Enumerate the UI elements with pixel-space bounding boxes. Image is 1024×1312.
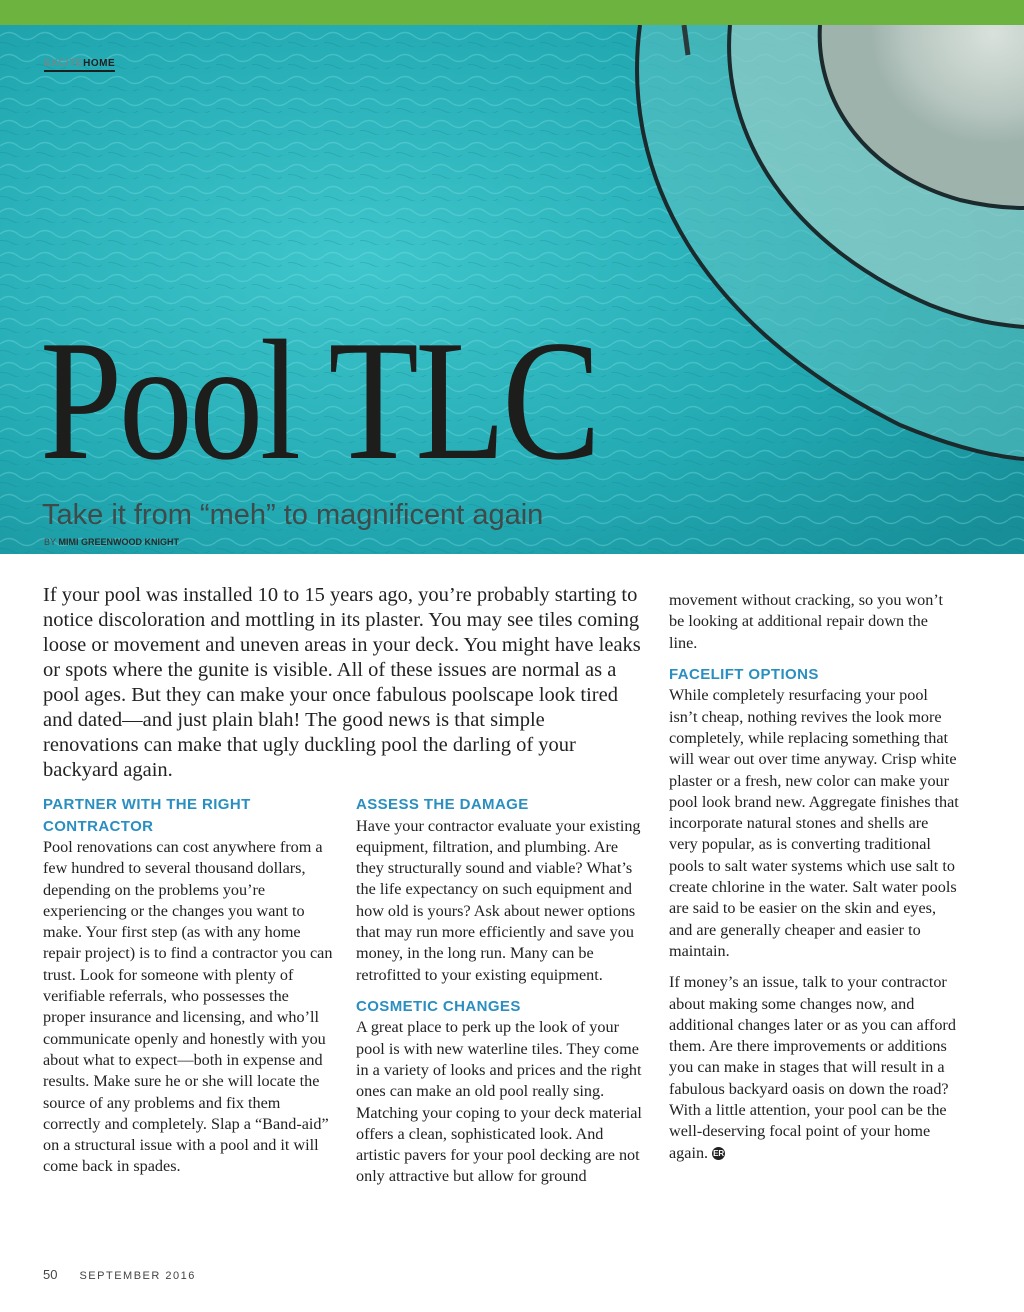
kicker-excite: EXCITE: [44, 58, 84, 69]
body-cosmetic-continued: movement without cracking, so you won’t be looking at additional repair down the line.: [669, 591, 943, 652]
heading-facelift: FACELIFT OPTIONS: [669, 665, 819, 683]
heading-partner: PARTNER WITH THE RIGHT CONTRACTOR: [43, 796, 251, 835]
heading-cosmetic: COSMETIC CHANGES: [356, 997, 521, 1015]
body-facelift: While completely resurfacing your pool isn’t cheap, nothing revives the look more completely, while replacing something that will wear out over time anyway. Crisp white plaster or a fresh, new color can make your pool look brand new. Aggregate finishes that incorporate natural stones and shells are very popular, as is converting traditional pools to salt water systems which use salt to create chlorine in the water. Salt water pools are said to be easier on the skin and eyes, and are generally cheaper and easier to maintain.: [669, 686, 959, 960]
column-2: [356, 794, 646, 1198]
end-of-article-logo-icon: ER: [713, 1149, 725, 1159]
page-footer: [43, 1267, 196, 1282]
section-kicker: [44, 58, 115, 72]
lede-paragraph: If your pool was installed 10 to 15 years ago, you’re probably starting to notice discoloration and mottling in its plaster. You may see tiles coming loose or movement and uneven areas in your deck. You might have leaks or spots where the gunite is visible. All of these issues are normal as a pool ages. But they can make your once fabulous poolscape look tired and dated—and just plain blah! The good news is that simple renovations can make that ugly duckling pool the darling of your backyard again.: [43, 584, 641, 781]
hero-pool-photo: [0, 25, 1024, 554]
column-3: [669, 590, 959, 1174]
kicker-home: HOME: [83, 58, 116, 69]
article-dek: Take it from “meh” to magnificent again: [42, 499, 544, 531]
heading-assess: ASSESS THE DAMAGE: [356, 796, 529, 813]
issue-date: SEPTEMBER 2016: [79, 1270, 196, 1282]
byline-prefix: BY: [44, 537, 57, 547]
body-cosmetic: A great place to perk up the look of your pool is with new waterline tiles. They come in a variety of looks and prices and the right ones can make an old pool really sing. Matching your coping to your deck material offers a clean, sophisticated look. And artistic pavers for your pool decking are not only attractive but allow for ground: [356, 1018, 642, 1186]
page-number: 50: [43, 1267, 58, 1282]
body-partner: Pool renovations can cost anywhere from a few hundred to several thousand dollars, depending on the problems you’re experiencing or the changes you want to make. Your first step (as with any home repair project) is to find a contractor you can trust. Look for someone with plenty of verifiable referrals, who possesses the proper insurance and licensing, and who’ll communicate openly and honestly with you about what to expect—both in expense and results. Make sure he or she will locate the source of any problems and fix them correctly and completely. Slap a “Band-aid” on a structural issue with a pool and it will come back in spades.: [43, 838, 333, 1176]
body-assess: Have your contractor evaluate your existing equipment, filtration, and plumbing. Are they structurally sound and viable? What’s the life expectancy on such equipment and how old is yours? Ask about newer options that may run more efficiently and save you money, in the long run. Many can be retrofitted to your existing equipment.: [356, 816, 641, 984]
column-1: [43, 794, 333, 1188]
body-closing: [669, 972, 959, 1164]
top-color-bar: [0, 0, 1024, 25]
byline-author: MIMI GREENWOOD KNIGHT: [58, 537, 180, 547]
closing-text: If money’s an issue, talk to your contractor about making some changes now, and additional changes later or as you can afford them. Are there improvements or additions you can make in stages that will result in a fabulous backyard oasis on down the road? With a little attention, your pool can be the well-deserving focal point of your home again.: [669, 973, 956, 1162]
article-headline: Pool TLC: [40, 306, 598, 496]
byline: [44, 537, 179, 547]
